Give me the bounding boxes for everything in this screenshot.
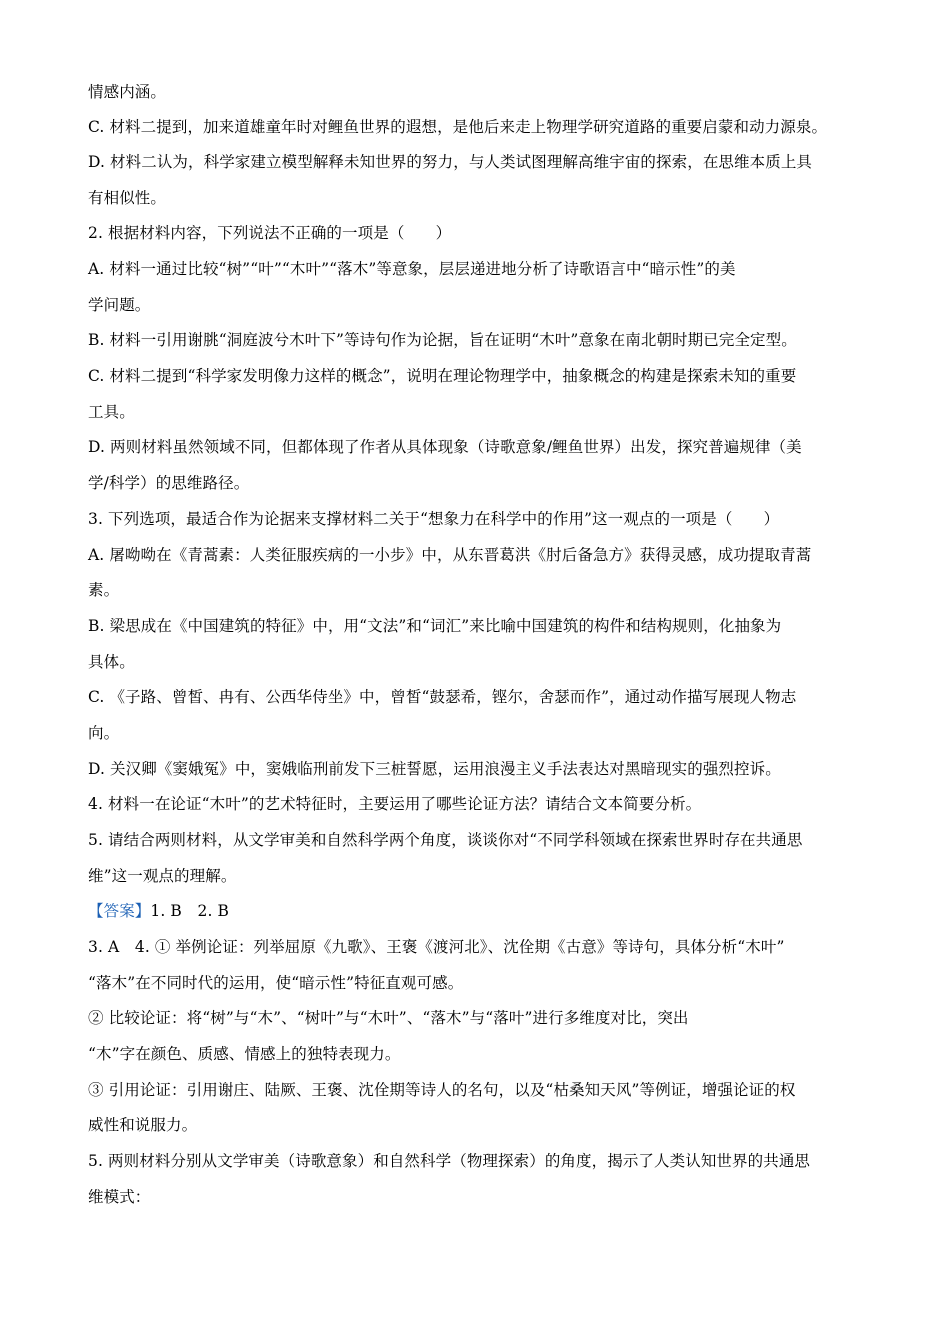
answer-line xyxy=(88,901,878,921)
text-line: 向。 xyxy=(88,724,120,742)
text-line: 素。 xyxy=(88,581,120,599)
text-line: 有相似性。 xyxy=(88,189,167,207)
option-c: C. 《子路、曾皙、冉有、公西华侍坐》中，曾皙“鼓瑟希，铿尔，舍瑟而作”，通过动作描写展现人物志 xyxy=(88,688,797,706)
option-b: B. 梁思成在《中国建筑的特征》中，用“文法”和“词汇”来比喻中国建筑的构件和结构规则，化抽象为 xyxy=(88,617,782,635)
text-line: C. 材料二提到，加来道雄童年时对鲤鱼世界的遐想，是他后来走上物理学研究道路的重要启蒙和动力源泉。 xyxy=(88,118,828,136)
answer-line: “木”字在颜色、质感、情感上的独特表现力。 xyxy=(88,1045,401,1063)
text-line: 维”这一观点的理解。 xyxy=(88,867,237,885)
text-line: 情感内涵。 xyxy=(88,83,167,101)
text-line: 学/科学）的思维路径。 xyxy=(88,474,250,492)
text-line: D. 材料二认为，科学家建立模型解释未知世界的努力，与人类试图理解高维宇宙的探索，在思维本质上具 xyxy=(88,153,813,171)
option-d: D. 两则材料虽然领域不同，但都体现了作者从具体现象（诗歌意象/鲤鱼世界）出发，探究普遍规律（美 xyxy=(88,438,802,456)
question-3-stem: 3. 下列选项，最适合作为论据来支撑材料二关于“想象力在科学中的作用”这一观点的一项是（ ） xyxy=(88,510,780,528)
option-b: B. 材料一引用谢朓“洞庭波兮木叶下”等诗句作为论据，旨在证明“木叶”意象在南北朝时期已完全定型。 xyxy=(88,331,797,349)
option-c: C. 材料二提到“科学家发明像力这样的概念”，说明在理论物理学中，抽象概念的构建是探索未知的重要 xyxy=(88,367,797,385)
question-4-stem: 4. 材料一在论证“木叶”的艺术特征时，主要运用了哪些论证方法？请结合文本简要分析。 xyxy=(88,795,702,813)
text-line: 具体。 xyxy=(88,653,135,671)
answer-line: 5. 两则材料分别从文学审美（诗歌意象）和自然科学（物理探索）的角度，揭示了人类认知世界的共通思 xyxy=(88,1152,811,1170)
text-line: 工具。 xyxy=(88,403,135,421)
question-5-stem: 5. 请结合两则材料，从文学审美和自然科学两个角度，谈谈你对“不同学科领域在探索世界时存在共通思 xyxy=(88,831,803,849)
question-2-stem: 2. 根据材料内容，下列说法不正确的一项是（ ） xyxy=(88,224,452,242)
answer-line: 3. A 4. ① 举例论证：列举屈原《九歌》、王褒《渡河北》、沈佺期《古意》等诗句，具体分析“木叶” xyxy=(88,938,785,956)
answer-tag: 【答案】 xyxy=(88,902,151,920)
answer-line: ③ 引用论证：引用谢庄、陆厥、王褒、沈佺期等诗人的名句，以及“枯桑知天风”等例证，增强论证的权 xyxy=(88,1081,796,1099)
answer-line: ② 比较论证：将“树”与“木”、“树叶”与“木叶”、“落木”与“落叶”进行多维度对比，突出 xyxy=(88,1009,689,1027)
option-a: A. 材料一通过比较“树”“叶”“木叶”“落木”等意象，层层递进地分析了诗歌语言中“暗示性”的美 xyxy=(88,260,736,278)
answer-line: 维模式： xyxy=(88,1188,151,1206)
answer-line: “落木”在不同时代的运用，使“暗示性”特征直观可感。 xyxy=(88,974,464,992)
answer-text: 1. B 2. B xyxy=(150,902,230,920)
option-d: D. 关汉卿《窦娥冤》中，窦娥临刑前发下三桩誓愿，运用浪漫主义手法表达对黑暗现实的强烈控诉。 xyxy=(88,760,781,778)
answer-line: 威性和说服力。 xyxy=(88,1116,198,1134)
text-line: 学问题。 xyxy=(88,296,151,314)
option-a: A. 屠呦呦在《青蒿素：人类征服疾病的一小步》中，从东晋葛洪《肘后备急方》获得灵感，成功提取青蒿 xyxy=(88,546,812,564)
